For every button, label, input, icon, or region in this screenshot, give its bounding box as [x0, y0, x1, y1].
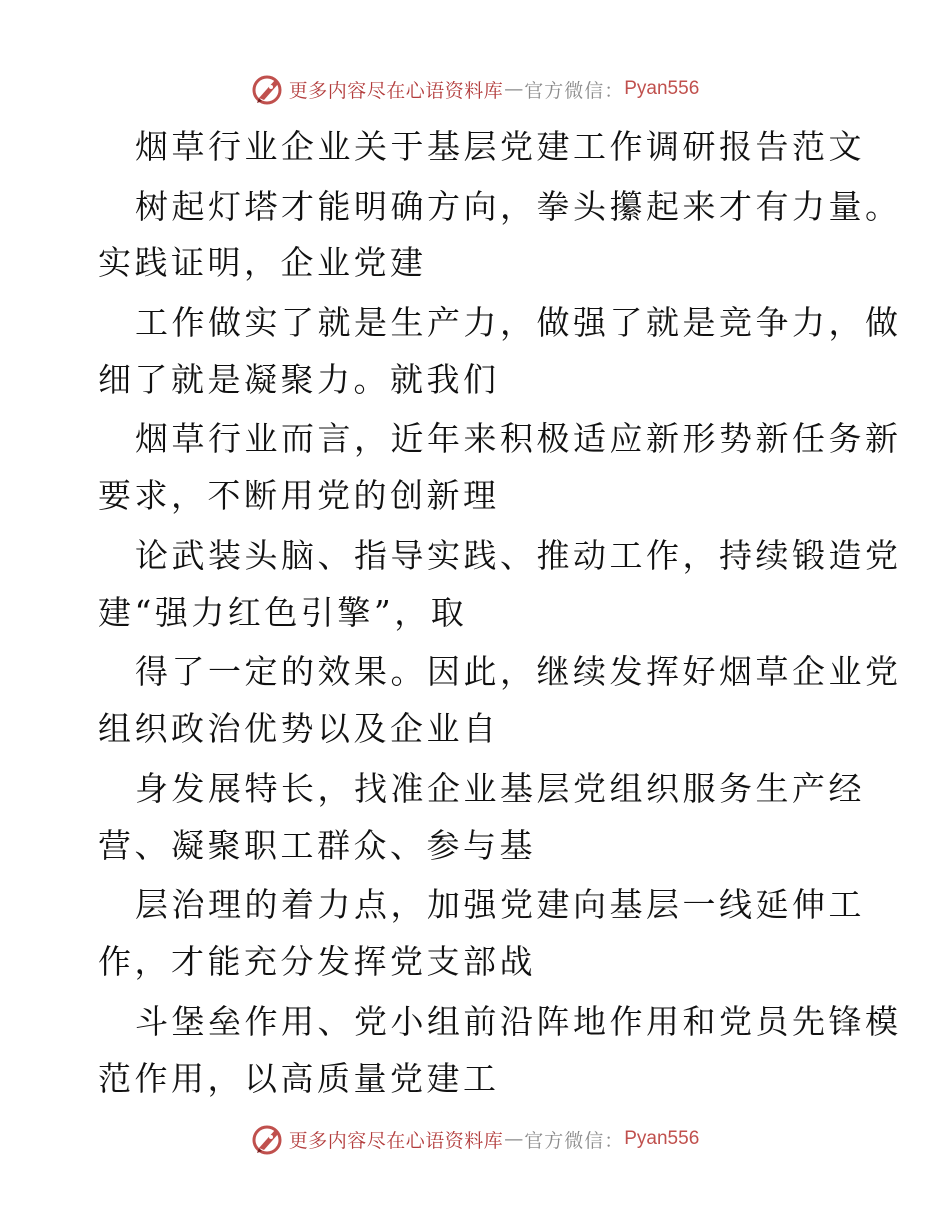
paragraph-line: 范作用，以高质量党建工	[98, 1059, 500, 1098]
paragraph-line: 建“强力红色引擎”，取	[98, 593, 468, 632]
watermark-separator: —	[504, 1128, 524, 1150]
paragraph-line: 细了就是凝聚力。就我们	[98, 360, 500, 399]
watermark-wechat-id: Pyan556	[624, 78, 700, 99]
watermark-wechat-id: Pyan556	[624, 1128, 700, 1149]
watermark-text: 更多内容尽在心语资料库	[288, 79, 504, 102]
watermark-wechat-label: 官方微信：	[524, 1129, 625, 1152]
paragraph-line: 烟草行业而言，近年来积极适应新形势新任务新	[135, 419, 902, 458]
footer-watermark	[0, 1122, 950, 1156]
pen-logo-icon	[251, 1122, 285, 1156]
watermark-separator: —	[504, 78, 524, 100]
watermark-wechat-label: 官方微信：	[524, 79, 625, 102]
paragraph-line: 营、凝聚职工群众、参与基	[98, 826, 536, 865]
paragraph-line: 身发展特长，找准企业基层党组织服务生产经	[135, 769, 865, 808]
paragraph-line: 作，才能充分发挥党支部战	[98, 942, 536, 981]
paragraph-line: 实践证明，企业党建	[98, 243, 427, 282]
paragraph-line: 工作做实了就是生产力，做强了就是竞争力，做	[135, 303, 902, 342]
paragraph-line: 树起灯塔才能明确方向，拳头攥起来才有力量。	[135, 187, 902, 226]
watermark-text: 更多内容尽在心语资料库	[288, 1129, 504, 1152]
paragraph-line: 斗堡垒作用、党小组前沿阵地作用和党员先锋模	[135, 1002, 902, 1041]
paragraph-line: 层治理的着力点，加强党建向基层一线延伸工	[135, 885, 865, 924]
header-watermark	[0, 72, 950, 106]
paragraph-line: 得了一定的效果。因此，继续发挥好烟草企业党	[135, 652, 902, 691]
paragraph-line: 论武装头脑、指导实践、推动工作，持续锻造党	[135, 536, 902, 575]
paragraph-line: 要求，不断用党的创新理	[98, 476, 500, 515]
document-title: 烟草行业企业关于基层党建工作调研报告范文	[135, 127, 865, 166]
pen-logo-icon	[251, 72, 285, 106]
paragraph-line: 组织政治优势以及企业自	[98, 709, 500, 748]
